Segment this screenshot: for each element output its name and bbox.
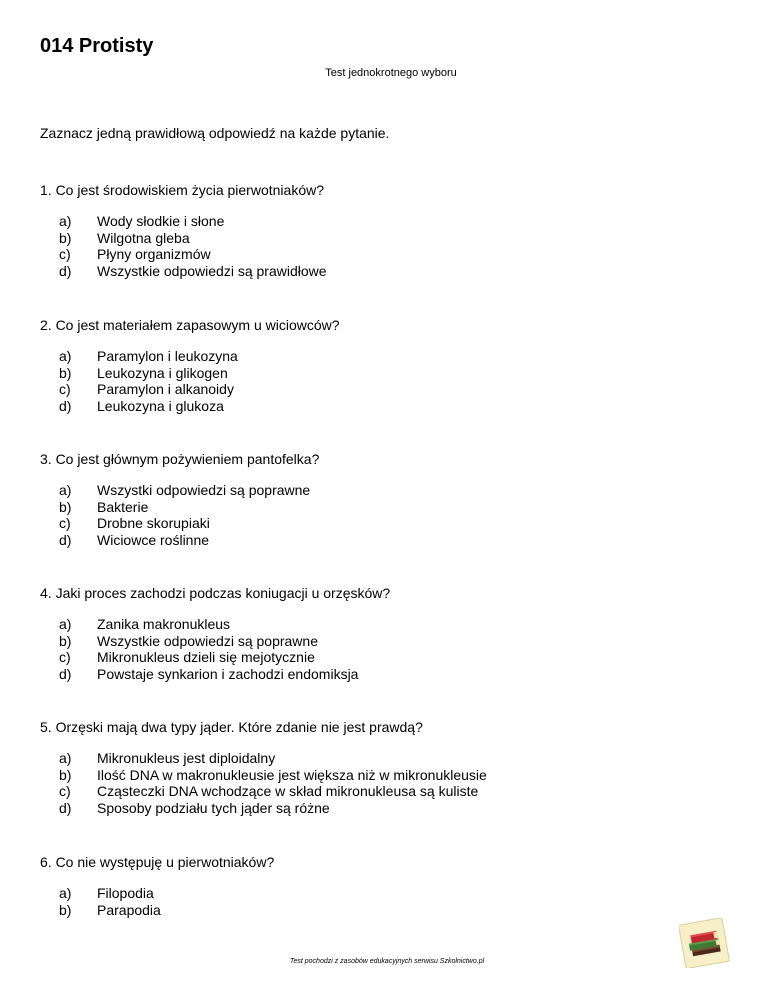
question-1 bbox=[40, 181, 740, 279]
answer-text: Wszystki odpowiedzi są poprawne bbox=[97, 482, 311, 498]
answer-letter: a) bbox=[59, 616, 72, 632]
answer-option bbox=[40, 246, 740, 263]
answer-letter: a) bbox=[59, 750, 72, 766]
question-text: 5. Orzęski mają dwa typy jąder. Które zdanie nie jest prawdą? bbox=[40, 719, 423, 735]
answer-letter: b) bbox=[59, 229, 72, 246]
answer-option bbox=[40, 783, 740, 800]
footer-source-note: Test pochodzi z zasobów edukacyjnych serwisu Szkolnictwo.pl bbox=[289, 958, 485, 965]
answer-text: Filopodia bbox=[97, 885, 154, 901]
answer-letter: c) bbox=[59, 649, 71, 666]
answer-option bbox=[40, 348, 740, 365]
question-text: 4. Jaki proces zachodzi podczas koniugacji u orzęsków? bbox=[40, 585, 391, 601]
answer-text: Leukozyna i glikogen bbox=[97, 364, 228, 381]
answer-text: Paramylon i leukozyna bbox=[97, 348, 238, 364]
answer-text: Mikronukleus jest diploidalny bbox=[97, 750, 276, 766]
answer-letter: a) bbox=[59, 482, 72, 498]
answer-letter: c) bbox=[59, 246, 71, 263]
answer-option bbox=[40, 365, 740, 382]
answer-text: Zanika makronukleus bbox=[97, 616, 231, 632]
answer-list bbox=[40, 885, 740, 918]
answer-letter: a) bbox=[59, 213, 72, 229]
answer-text: Cząsteczki DNA wchodzące w skład mikronukleusa są kuliste bbox=[97, 783, 479, 800]
answer-text: Wszystkie odpowiedzi są prawidłowe bbox=[97, 262, 327, 279]
answer-letter: a) bbox=[59, 885, 72, 901]
answer-text: Mikronukleus dzieli się mejotycznie bbox=[97, 649, 315, 666]
answer-option bbox=[40, 381, 740, 398]
answer-text: Drobne skorupiaki bbox=[97, 515, 210, 532]
answer-option bbox=[40, 767, 740, 784]
answer-option bbox=[40, 902, 740, 919]
answer-option bbox=[40, 398, 740, 415]
answer-text: Parapodia bbox=[97, 901, 161, 918]
answer-option bbox=[40, 499, 740, 516]
answer-letter: d) bbox=[59, 665, 72, 682]
answer-option bbox=[40, 633, 740, 650]
answer-option bbox=[40, 515, 740, 532]
page-subtitle: Test jednokrotnego wyboru bbox=[325, 67, 457, 79]
question-5 bbox=[40, 718, 740, 816]
answer-letter: c) bbox=[59, 515, 71, 532]
answer-text: Wiciowce roślinne bbox=[97, 531, 210, 548]
question-text: 2. Co jest materiałem zapasowym u wiciowców? bbox=[40, 317, 340, 333]
answer-letter: c) bbox=[59, 783, 71, 800]
answer-letter: d) bbox=[59, 262, 72, 279]
answer-letter: d) bbox=[59, 799, 72, 816]
answer-text: Paramylon i alkanoidy bbox=[97, 381, 234, 398]
instruction-text: Zaznacz jedną prawidłową odpowiedź na każde pytanie. bbox=[40, 125, 390, 141]
answer-letter: c) bbox=[59, 381, 71, 398]
answer-text: Wody słodkie i słone bbox=[97, 213, 225, 229]
answer-option bbox=[40, 800, 740, 817]
answer-list bbox=[40, 482, 740, 548]
answer-letter: b) bbox=[59, 364, 72, 381]
answer-option bbox=[40, 213, 740, 230]
answer-letter: d) bbox=[59, 531, 72, 548]
question-text: 3. Co jest głównym pożywieniem pantofelka? bbox=[40, 451, 320, 467]
question-6 bbox=[40, 853, 740, 918]
answer-option bbox=[40, 230, 740, 247]
answer-text: Bakterie bbox=[97, 498, 149, 515]
answer-option bbox=[40, 885, 740, 902]
answer-option bbox=[40, 666, 740, 683]
answer-text: Leukozyna i glukoza bbox=[97, 397, 224, 414]
answer-text: Wszystkie odpowiedzi są poprawne bbox=[97, 632, 318, 649]
answer-option bbox=[40, 649, 740, 666]
answer-option bbox=[40, 532, 740, 549]
question-3 bbox=[40, 450, 740, 548]
answer-text: Płyny organizmów bbox=[97, 246, 211, 263]
answer-letter: a) bbox=[59, 348, 72, 364]
question-4 bbox=[40, 584, 740, 682]
answer-letter: b) bbox=[59, 498, 72, 515]
answer-list bbox=[40, 213, 740, 279]
page-title: 014 Protisty bbox=[40, 35, 154, 57]
answer-option bbox=[40, 616, 740, 633]
answer-list bbox=[40, 348, 740, 414]
answer-text: Wilgotna gleba bbox=[97, 229, 190, 246]
answer-text: Ilość DNA w makronukleusie jest większa niż w mikronukleusie bbox=[97, 766, 487, 783]
answer-option bbox=[40, 482, 740, 499]
answer-text: Powstaje synkarion i zachodzi endomiksja bbox=[97, 665, 359, 682]
answer-letter: b) bbox=[59, 901, 72, 918]
answer-list bbox=[40, 616, 740, 682]
answer-text: Sposoby podziału tych jąder są różne bbox=[97, 799, 330, 816]
answer-letter: b) bbox=[59, 766, 72, 783]
question-text: 6. Co nie występuję u pierwotniaków? bbox=[40, 854, 275, 870]
answer-list bbox=[40, 750, 740, 816]
answer-option bbox=[40, 750, 740, 767]
answer-letter: b) bbox=[59, 632, 72, 649]
answer-letter: d) bbox=[59, 397, 72, 414]
answer-option bbox=[40, 263, 740, 280]
question-2 bbox=[40, 316, 740, 414]
question-text: 1. Co jest środowiskiem życia pierwotniaków? bbox=[40, 182, 324, 198]
